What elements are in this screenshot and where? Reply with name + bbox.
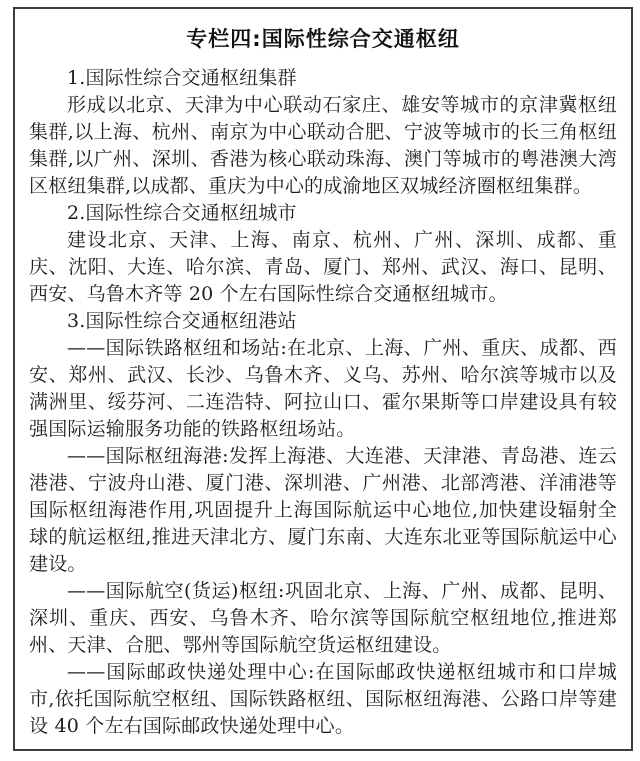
section-heading: 3.国际性综合交通枢纽港站 bbox=[67, 310, 297, 332]
section-paragraph: ——国际铁路枢纽和场站:在北京、上海、广州、重庆、成都、西安、郑州、武汉、长沙、乌鲁木齐、义乌、苏州、哈尔滨等城市以及满洲里、绥芬河、二连浩特、阿拉山口、霍尔果斯等口岸建设具有较强国际运输服务功能的铁路枢纽场站。 bbox=[29, 337, 617, 440]
panel-title: 专栏四:国际性综合交通枢纽 bbox=[186, 27, 460, 51]
section-paragraph: 建设北京、天津、上海、南京、杭州、广州、深圳、成都、重庆、沈阳、大连、哈尔滨、青岛、厦门、郑州、武汉、海口、昆明、西安、乌鲁木齐等 20 个左右国际性综合交通枢纽城市。 bbox=[29, 229, 617, 305]
column-panel bbox=[13, 7, 633, 751]
section-heading: 1.国际性综合交通枢纽集群 bbox=[67, 67, 297, 89]
section-heading: 2.国际性综合交通枢纽城市 bbox=[67, 202, 297, 224]
section-paragraph: ——国际枢纽海港:发挥上海港、大连港、天津港、青岛港、连云港港、宁波舟山港、厦门港、深圳港、广州港、北部湾港、洋浦港等国际枢纽海港作用,巩固提升上海国际航运中心地位,加快建设辐射全球的航运枢纽,推进天津北方、厦门东南、大连东北亚等国际航运中心建设。 bbox=[29, 445, 617, 575]
panel-body bbox=[29, 65, 617, 740]
section-paragraph: ——国际航空(货运)枢纽:巩固北京、上海、广州、成都、昆明、深圳、重庆、西安、乌鲁木齐、哈尔滨等国际航空枢纽地位,推进郑州、天津、合肥、鄂州等国际航空货运枢纽建设。 bbox=[29, 580, 617, 656]
section-paragraph: 形成以北京、天津为中心联动石家庄、雄安等城市的京津冀枢纽集群,以上海、杭州、南京为中心联动合肥、宁波等城市的长三角枢纽集群,以广州、深圳、香港为核心联动珠海、澳门等城市的粤港澳大湾区枢纽集群,以成都、重庆为中心的成渝地区双城经济圈枢纽集群。 bbox=[29, 94, 617, 197]
section-paragraph: ——国际邮政快递处理中心:在国际邮政快递枢纽城市和口岸城市,依托国际航空枢纽、国际铁路枢纽、国际枢纽海港、公路口岸等建设 40 个左右国际邮政快递处理中心。 bbox=[29, 661, 617, 737]
